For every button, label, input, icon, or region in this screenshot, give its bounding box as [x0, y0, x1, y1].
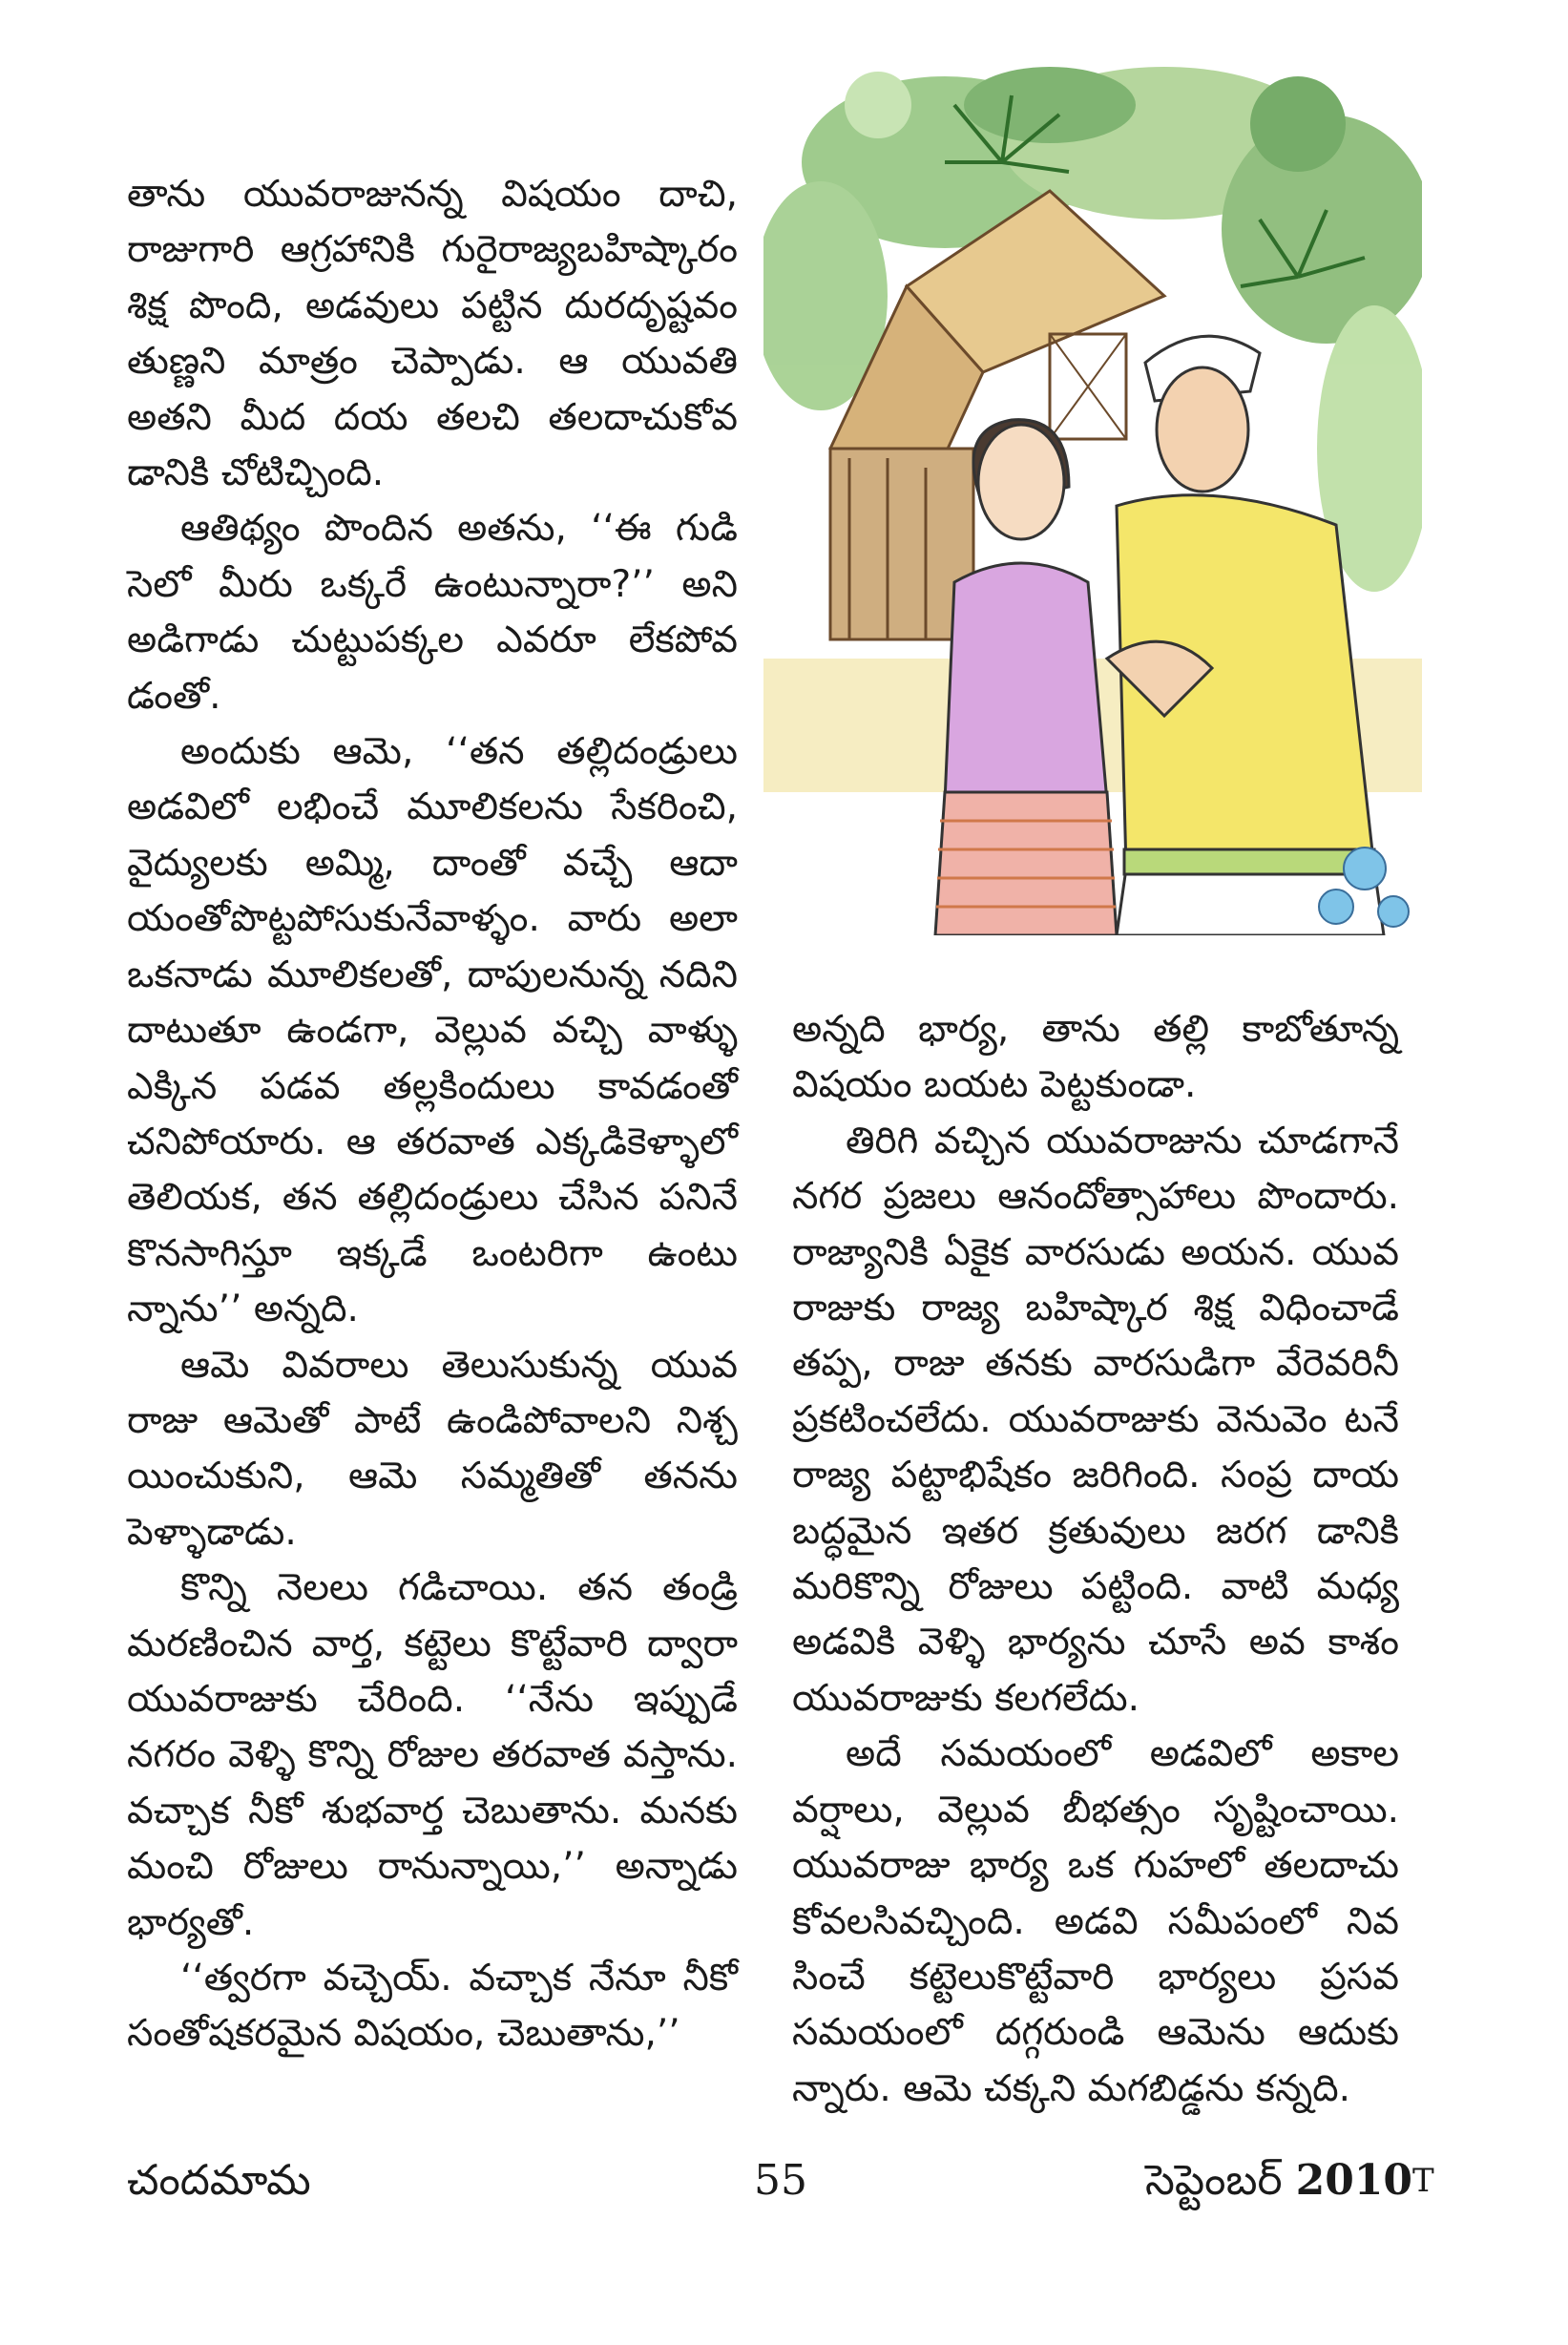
- paragraph: అందుకు ఆమె, ‘‘తన తల్లిదండ్రులు అడవిలో లభించే మూలికలను సేకరించి, వైద్యులకు అమ్మి, దాంతో వచ్చే ఆదా యంతోపొట్టపోసుకునేవాళ్ళం. వారు అలా ఒకనాడు మూలికలతో, దాపులనున్న నదిని దాటుతూ ఉండగా, వెల్లువ వచ్చి వాళ్ళు ఎక్కిన పడవ తల్లకిందులు కావడంతో చనిపోయారు. ఆ తరవాత ఎక్కడికెళ్ళాలో తెలియక, తన తల్లిదండ్రులు చేసిన పనినే కొనసాగిస్తూ ఇక్కడే ఒంటరిగా ఉంటు న్నాను’’ అన్నది.: [127, 730, 738, 1331]
- issue-month: సెప్టెంబర్: [1145, 2156, 1283, 2205]
- paragraph: ఆమె వివరాలు తెలుసుకున్న యువ రాజు ఆమెతో పాటే ఉండిపోవాలని నిశ్చ యించుకుని, ఆమె సమ్మతితో తనను పెళ్ళాడాడు.: [127, 1343, 738, 1554]
- page-number: 55: [754, 2156, 807, 2205]
- issue-mark: T: [1412, 2162, 1434, 2200]
- story-left-column: [127, 167, 738, 2062]
- story-illustration: [763, 48, 1422, 935]
- paragraph: తాను యువరాజునన్న విషయం దాచి, రాజుగారి ఆగ్రహానికి గురైరాజ్యబహిష్కారం శిక్ష పొంది, అడవులు పట్టిన దురదృష్టవం తుణ్ణని మాత్రం చెప్పాడు. ఆ యువతి అతని మీద దయ తలచి తలదాచుకోవ డానికి చోటిచ్చింది.: [127, 173, 738, 495]
- paragraph: ‘‘త్వరగా వచ్చెయ్. వచ్చాక నేనూ నీకో సంతోషకరమైన విషయం, చెబుతాను,’’: [127, 1957, 738, 2056]
- paragraph: అదే సమయంలో అడవిలో అకాల వర్షాలు, వెల్లువ బీభత్సం సృష్టించాయి. యువరాజు భార్య ఒక గుహలో తలదాచు కోవలసివచ్చింది. అడవి సమీపంలో నివ సించే కట్టెలుకొట్టేవారి భార్యలు ప్రసవ సమయంలో దగ్గరుండి ఆమెను ఆదుకు న్నారు. ఆమె చక్కని మగబిడ్డను కన్నది.: [792, 1732, 1399, 2110]
- paragraph: కొన్ని నెలలు గడిచాయి. తన తండ్రి మరణించిన వార్త, కట్టెలు కొట్టేవారి ద్వారా యువరాజుకు చేరింది. ‘‘నేను ఇప్పుడే నగరం వెళ్ళి కొన్ని రోజుల తరవాత వస్తాను. వచ్చాక నీకో శుభవార్త చెబుతాను. మనకు మంచి రోజులు రానున్నాయి,’’ అన్నాడు భార్యతో.: [127, 1566, 738, 1944]
- paragraph: ఆతిథ్యం పొందిన అతను, ‘‘ఈ గుడి సెలో మీరు ఒక్కరే ఉంటున్నారా?’’ అని అడిగాడు చుట్టుపక్కల ఎవరూ లేకపోవ డంతో.: [127, 507, 738, 718]
- magazine-name: చందమామ: [127, 2156, 311, 2205]
- issue-year: 2010: [1295, 2156, 1413, 2205]
- issue-date: [1145, 2152, 1434, 2209]
- story-right-column: [792, 1002, 1399, 2117]
- paragraph: అన్నది భార్య, తాను తల్లి కాబోతూన్న విషయం బయట పెట్టకుండా.: [792, 1008, 1399, 1107]
- paragraph: తిరిగి వచ్చిన యువరాజును చూడగానే నగర ప్రజలు ఆనందోత్సాహాలు పొందారు. రాజ్యానికి ఏకైక వారసుడు అయన. యువ రాజుకు రాజ్య బహిష్కార శిక్ష విధించాడే తప్ప, రాజు తనకు వారసుడిగా వేరెవరినీ ప్రకటించలేదు. యువరాజుకు వెనువెం టనే రాజ్య పట్టాభిషేకం జరిగింది. సంప్ర దాయ బద్ధమైన ఇతర క్రతువులు జరగ డానికి మరికొన్ని రోజులు పట్టింది. వాటి మధ్య అడవికి వెళ్ళి భార్యను చూసే అవ కాశం యువరాజుకు కలగలేదు.: [792, 1119, 1399, 1720]
